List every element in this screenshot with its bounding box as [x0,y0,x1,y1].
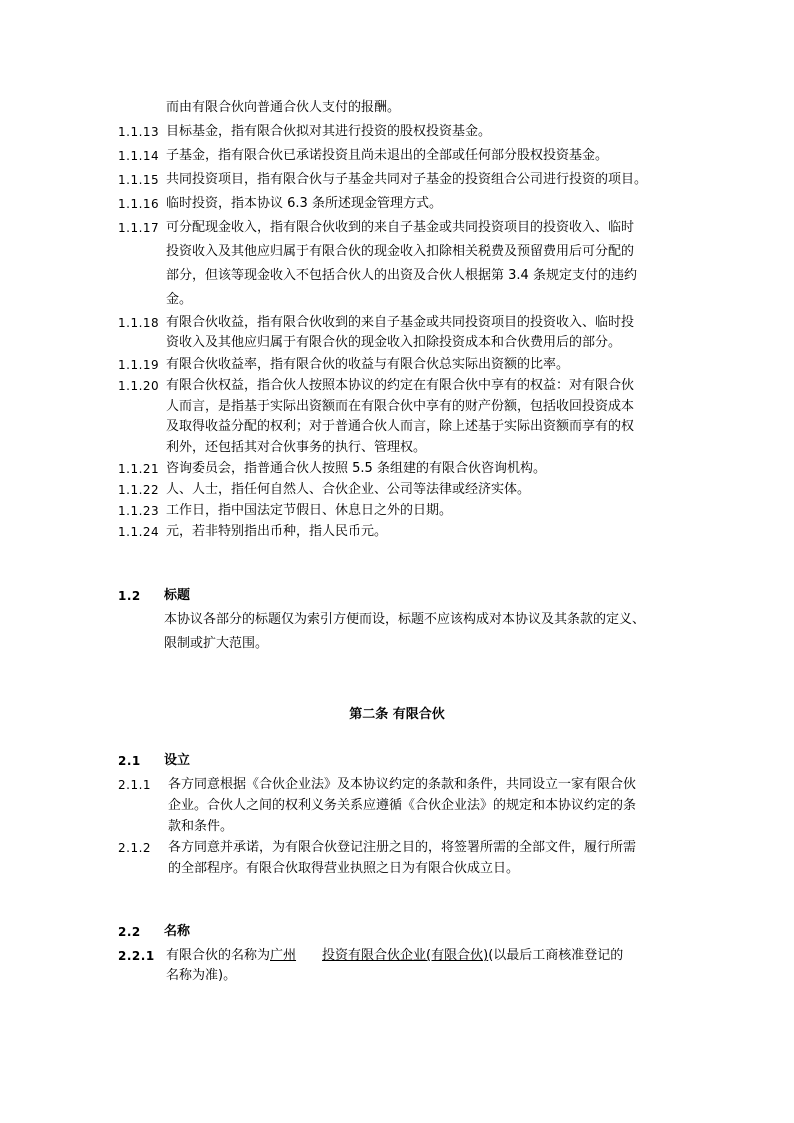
section-title: 名称 [164,924,191,939]
section-title: 设立 [164,753,191,768]
clause-number: 1.1.15 [118,173,160,187]
section-number: 2.1 [118,754,141,768]
clause-number: 1.1.20 [118,379,160,393]
clause-text: 投资收入及其他应归属于有限合伙的现金收入扣除相关税费及预留费用后可分配的 [166,244,635,259]
clause-text: 有限合伙收益，指有限合伙收到的来自子基金或共同投资项目的投资收入、临时投 [166,315,635,330]
clause-text: 资收入及其他应归属于有限合伙的现金收入扣除投资成本和合伙费用后的部分。 [166,335,622,350]
clause-number: 1.1.24 [118,525,160,539]
clause-text: 有限合伙收益率，指有限合伙的收益与有限合伙总实际出资额的比率。 [166,357,570,372]
clause-continuation: 而由有限合伙向普通合伙人支付的报酬。 [166,100,401,115]
clause-text: 名称为准)。 [166,968,237,983]
clause-text: 款和条件。 [168,819,234,834]
clause-text: 各方同意根据《合伙企业法》及本协议约定的条款和条件，共同设立一家有限合伙 [168,777,637,792]
clause-number: 1.1.21 [118,462,160,476]
clause-text: 利外，还包括其对合伙事务的执行、管理权。 [166,440,427,455]
clause-number: 1.1.18 [118,316,160,330]
name-suffix: (以最后工商核准登记的 [488,948,624,963]
clause-text: 目标基金，指有限合伙拟对其进行投资的股权投资基金。 [166,124,492,139]
section-number: 1.2 [118,589,141,603]
clause-text: 部分，但该等现金收入不包括合伙人的出资及合伙人根据第 3.4 条规定支付的违约 [166,268,637,283]
section-text: 限制或扩大范围。 [164,636,269,651]
section-number: 2.2 [118,925,141,939]
section-title: 标题 [164,588,191,603]
clause-text: 咨询委员会，指普通合伙人按照 5.5 条组建的有限合伙咨询机构。 [166,461,546,476]
name-prefix: 有限合伙的名称为 [166,948,271,963]
clause-text [166,946,623,966]
clause-number: 2.1.2 [118,841,152,855]
clause-number: 1.1.14 [118,149,160,163]
clause-text: 的全部程序。有限合伙取得营业执照之日为有限合伙成立日。 [168,861,520,876]
clause-text: 子基金，指有限合伙已承诺投资且尚未退出的全部或任何部分股权投资基金。 [166,148,609,163]
clause-text: 共同投资项目，指有限合伙与子基金共同对子基金的投资组合公司进行投资的项目。 [166,172,648,187]
clause-number: 2.1.1 [118,778,152,792]
clause-text: 工作日，指中国法定节假日、休息日之外的日期。 [166,503,453,518]
section-text: 本协议各部分的标题仅为索引方便而设，标题不应该构成对本协议及其条款的定义、 [164,612,646,627]
clause-number: 1.1.17 [118,221,160,235]
clause-number: 1.1.22 [118,483,160,497]
clause-text: 可分配现金收入，指有限合伙收到的来自子基金或共同投资项目的投资收入、临时 [166,220,635,235]
clause-text: 金。 [166,292,193,307]
clause-text: 各方同意并承诺，为有限合伙登记注册之目的，将签署所需的全部文件，履行所需 [168,840,637,855]
clause-text: 有限合伙权益，指合伙人按照本协议的约定在有限合伙中享有的权益：对有限合伙 [166,378,635,393]
clause-number: 1.1.23 [118,504,160,518]
clause-text: 及取得收益分配的权利；对于普通合伙人而言，除上述基于实际出资额而享有的权 [166,419,635,434]
clause-text: 人、人士，指任何自然人、合伙企业、公司等法律或经济实体。 [166,482,531,497]
clause-text: 企业。合伙人之间的权利义务关系应遵循《合伙企业法》的规定和本协议约定的条 [168,798,637,813]
clause-number: 1.1.19 [118,358,160,372]
partnership-name-city: 广州 [270,948,297,963]
clause-number: 1.1.13 [118,125,160,139]
clause-text: 人而言，是指基于实际出资额而在有限合伙中享有的财产份额，包括收回投资成本 [166,399,635,414]
partnership-name: 投资有限合伙企业(有限合伙) [322,948,489,963]
article-heading: 第二条 有限合伙 [349,707,445,722]
clause-text: 元，若非特别指出币种，指人民币元。 [166,524,388,539]
clause-text: 临时投资，指本协议 6.3 条所述现金管理方式。 [166,196,442,211]
clause-number: 2.2.1 [118,949,155,963]
clause-number: 1.1.16 [118,197,160,211]
